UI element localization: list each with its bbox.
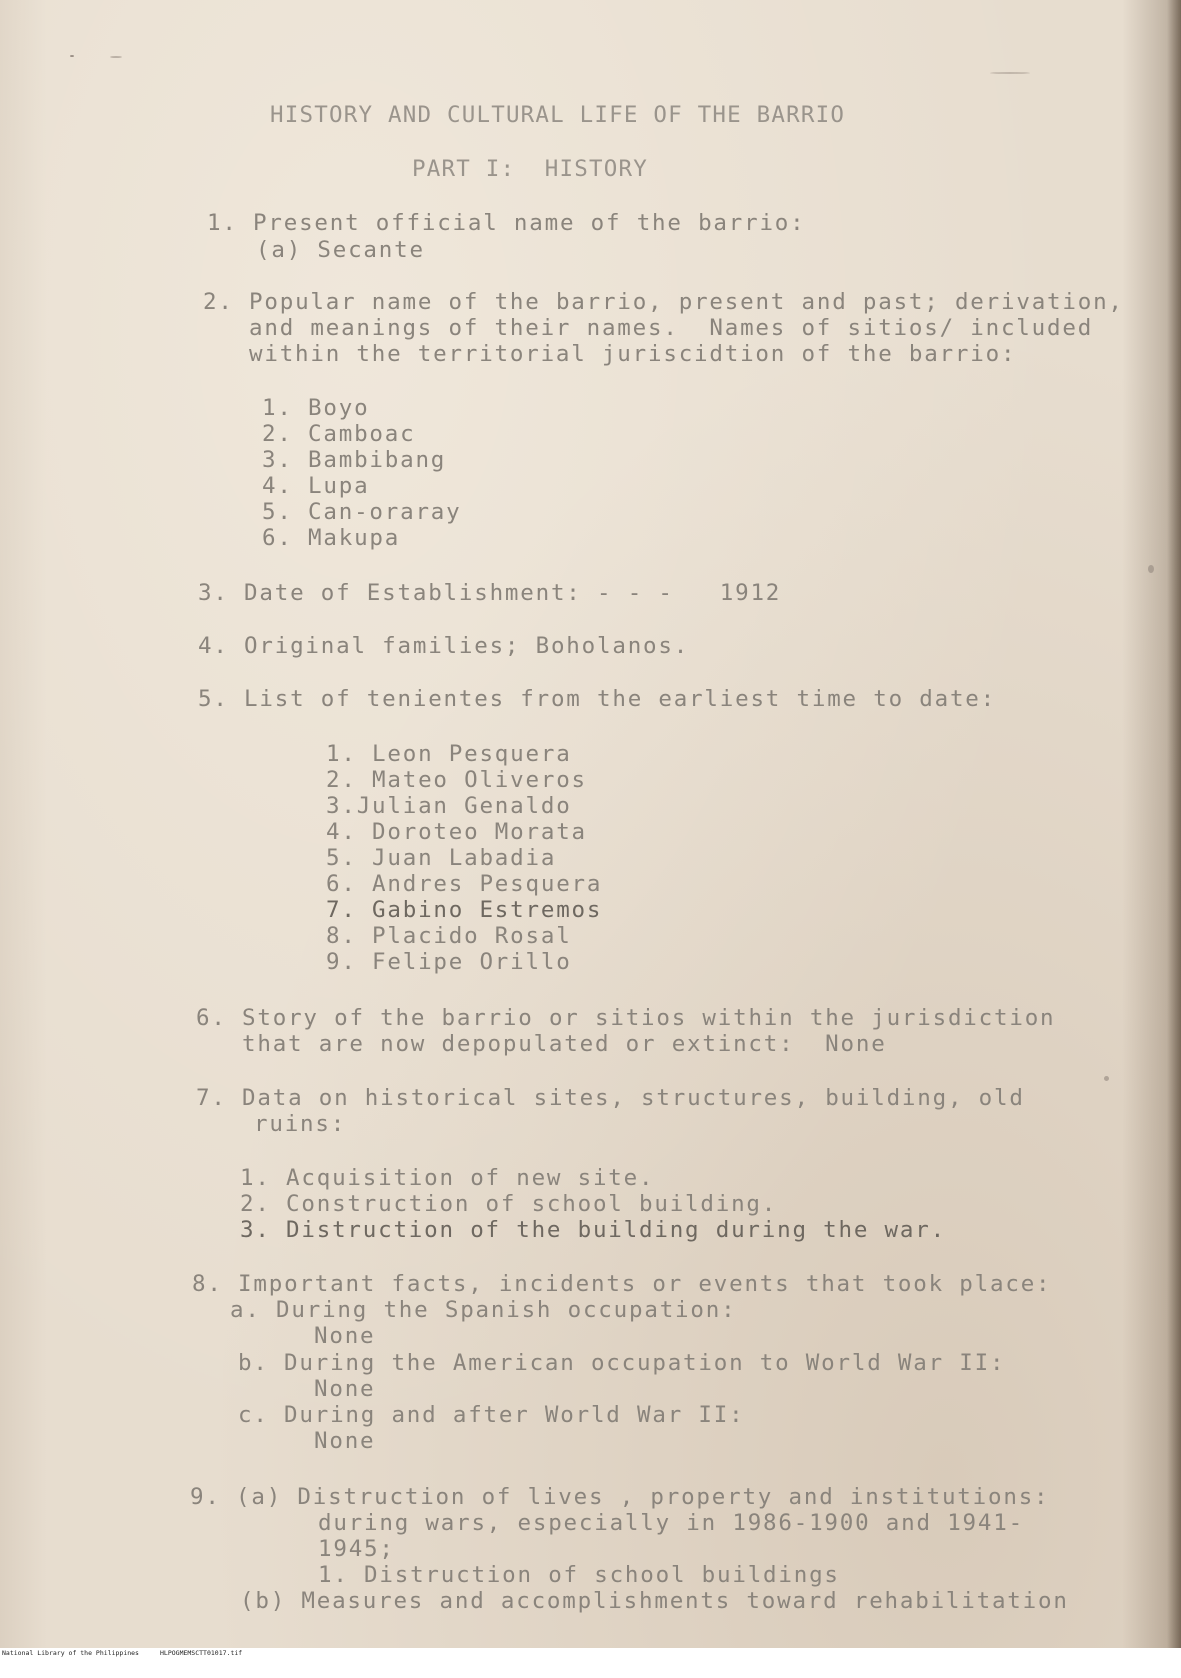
sitio-item: 6. Makupa <box>262 525 401 551</box>
sitio-item: 1. Boyo <box>262 395 370 421</box>
teniente-item: 7. Gabino Estremos <box>326 897 603 923</box>
sitio-item: 2. Camboac <box>262 421 416 447</box>
question-6-line-2: that are now depopulated or extinct: None <box>242 1031 887 1057</box>
footer-file-name: HLPOGMEMSCTT01017.tif <box>160 1649 243 1657</box>
question-6-line-1: 6. Story of the barrio or sitios within the jurisdiction <box>196 1005 1056 1031</box>
paper-speck <box>1148 565 1154 573</box>
sitio-item: 3. Bambibang <box>262 447 447 473</box>
teniente-item: 2. Mateo Oliveros <box>326 767 587 793</box>
sitio-item: 5. Can-oraray <box>262 499 462 525</box>
teniente-item: 6. Andres Pesquera <box>326 871 603 897</box>
question-8c: c. During and after World War II: <box>238 1402 745 1428</box>
question-9a-line-3: 1945; <box>318 1536 395 1562</box>
question-7-line-1: 7. Data on historical sites, structures, building, old <box>196 1085 1025 1111</box>
question-8b: b. During the American occupation to World War II: <box>238 1350 1006 1376</box>
paper-speck <box>990 72 1030 74</box>
question-8a: a. During the Spanish occupation: <box>230 1297 737 1323</box>
question-8: 8. Important facts, incidents or events that took place: <box>192 1271 1052 1297</box>
paper-speck <box>70 55 74 57</box>
scan-footer <box>0 1648 1181 1658</box>
answer-8c: None <box>314 1428 376 1454</box>
question-2-line-1: 2. Popular name of the barrio, present and past; derivation, <box>203 289 1124 315</box>
page-edge-shadow <box>1167 0 1181 1648</box>
paper-speck <box>1104 1076 1109 1081</box>
paper-speck <box>110 56 122 58</box>
teniente-item: 4. Doroteo Morata <box>326 819 587 845</box>
question-9b: (b) Measures and accomplishments toward rehabilitation <box>240 1588 1069 1614</box>
site-item: 3. Distruction of the building during the war. <box>240 1217 946 1243</box>
question-9a-line-1: 9. (a) Distruction of lives , property and institutions: <box>190 1484 1050 1510</box>
teniente-item: 5. Juan Labadia <box>326 845 557 871</box>
site-item: 1. Acquisition of new site. <box>240 1165 655 1191</box>
teniente-item: 8. Placido Rosal <box>326 923 572 949</box>
question-7-line-2: ruins: <box>254 1111 347 1137</box>
answer-8b: None <box>314 1376 376 1402</box>
question-4: 4. Original families; Boholanos. <box>198 633 690 659</box>
question-2-line-2: and meanings of their names. Names of sitios/ included <box>249 315 1094 341</box>
question-1: 1. Present official name of the barrio: <box>207 210 806 236</box>
question-5: 5. List of tenientes from the earliest time to date: <box>198 686 996 712</box>
teniente-item: 9. Felipe Orillo <box>326 949 572 975</box>
question-9a-item: 1. Distruction of school buildings <box>318 1562 840 1588</box>
footer-library-name: National Library of the Philippines <box>2 1649 139 1657</box>
sitio-item: 4. Lupa <box>262 473 370 499</box>
document-title: HISTORY AND CULTURAL LIFE OF THE BARRIO <box>270 102 846 128</box>
answer-8a: None <box>314 1323 376 1349</box>
site-item: 2. Construction of school building. <box>240 1191 778 1217</box>
question-9a-line-2: during wars, especially in 1986-1900 and 1941- <box>318 1510 1024 1536</box>
question-3: 3. Date of Establishment: - - - 1912 <box>198 580 782 606</box>
part-heading: PART I: HISTORY <box>412 156 648 182</box>
answer-1a: (a) Secante <box>256 237 425 263</box>
teniente-item: 1. Leon Pesquera <box>326 741 572 767</box>
teniente-item: 3.Julian Genaldo <box>326 793 572 819</box>
question-2-line-3: within the territorial juriscidtion of the barrio: <box>249 341 1017 367</box>
